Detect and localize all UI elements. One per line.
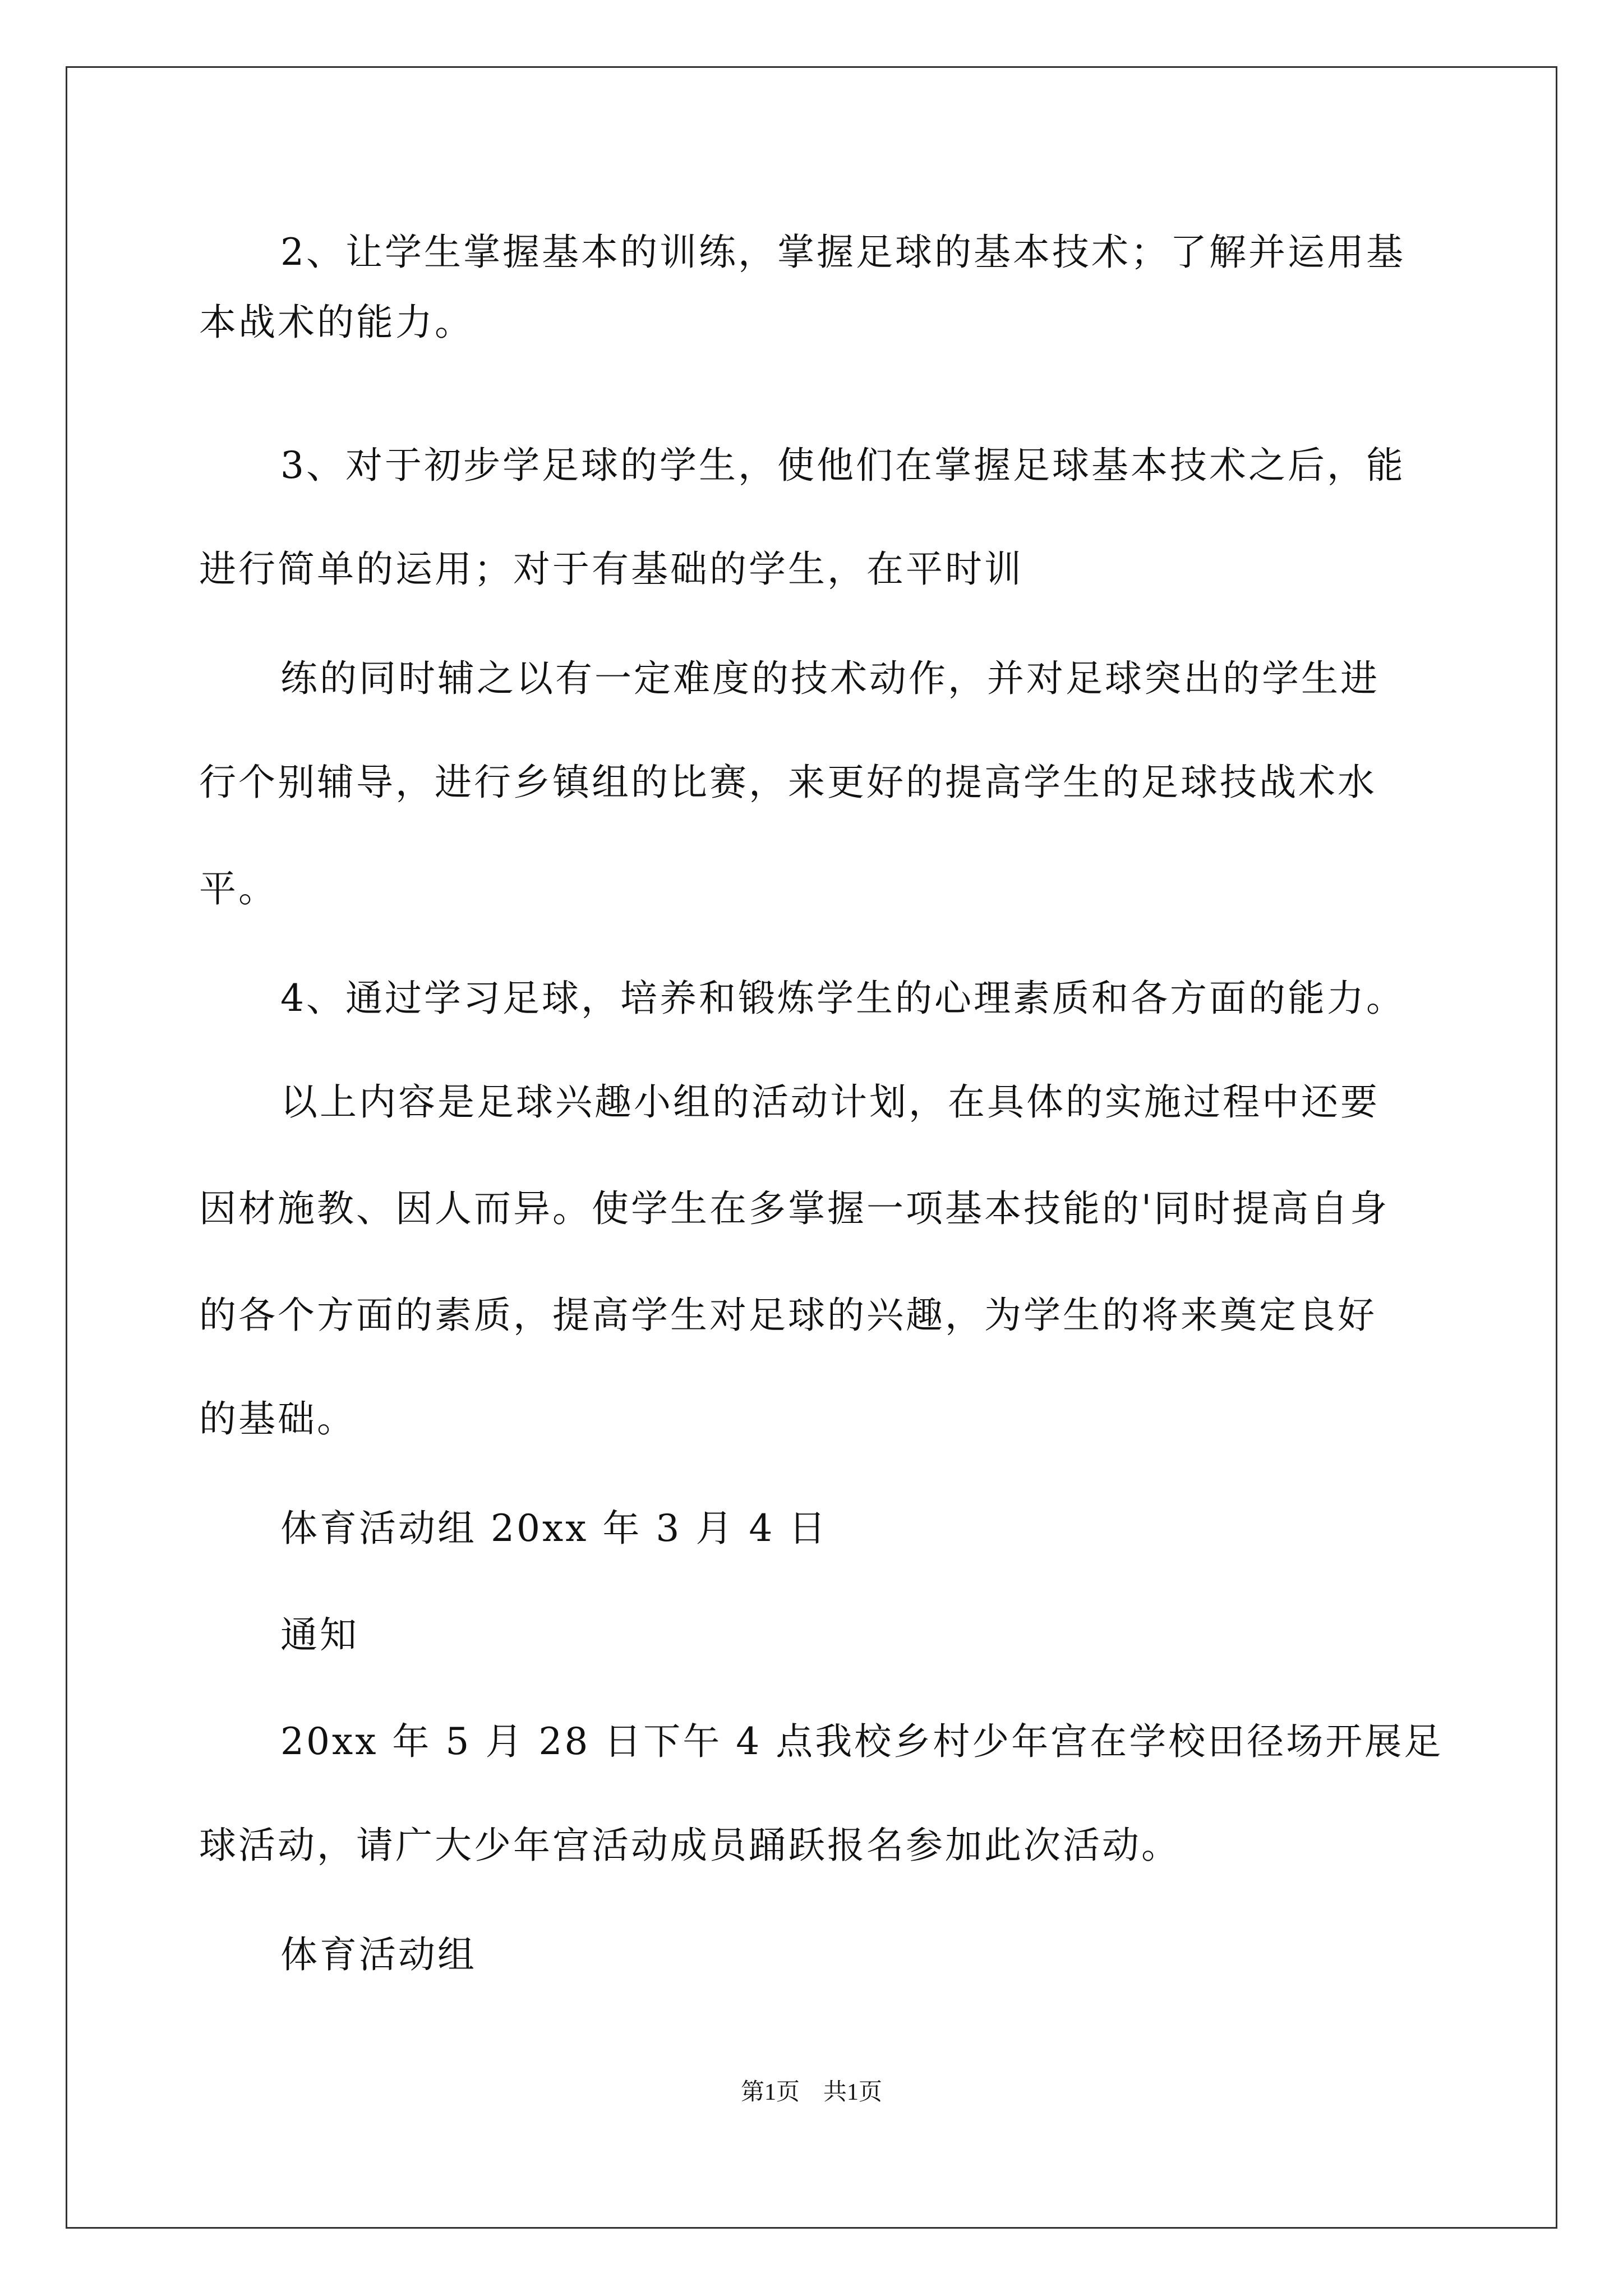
paragraph-line: 因材施教、因人而异。使学生在多掌握一项基本技能的'同时提高自身 xyxy=(199,1187,1390,1230)
paragraph-line: 20xx 年 5 月 28 日下午 4 点我校乡村少年宫在学校田径场开展足 xyxy=(280,1720,1444,1763)
paragraph-line: 行个别辅导，进行乡镇组的比赛，来更好的提高学生的足球技战术水 xyxy=(199,761,1377,804)
paragraph-line: 3、对于初步学足球的学生，使他们在掌握足球基本技术之后，能 xyxy=(280,444,1405,487)
paragraph-line: 以上内容是足球兴趣小组的活动计划，在具体的实施过程中还要 xyxy=(280,1080,1380,1124)
paragraph-line: 的基础。 xyxy=(199,1397,356,1441)
page-number-footer: 第1页 共1页 xyxy=(740,2079,882,2105)
paragraph-line: 2、让学生掌握基本的训练，掌握足球的基本技术；了解并运用基 xyxy=(280,231,1405,274)
paragraph-line: 的各个方面的素质，提高学生对足球的兴趣，为学生的将来奠定良好 xyxy=(199,1294,1377,1337)
paragraph-line: 球活动，请广大少年宫活动成员踊跃报名参加此次活动。 xyxy=(199,1824,1181,1867)
signature-date-line: 体育活动组 20xx 年 3 月 4 日 xyxy=(280,1507,828,1550)
paragraph-line: 本战术的能力。 xyxy=(199,301,474,344)
paragraph-line: 练的同时辅之以有一定难度的技术动作，并对足球突出的学生进 xyxy=(280,657,1380,700)
paragraph-line: 4、通过学习足球，培养和锻炼学生的心理素质和各方面的能力。 xyxy=(280,977,1405,1020)
paragraph-line: 平。 xyxy=(199,867,278,910)
paragraph-line: 进行简单的运用；对于有基础的学生，在平时训 xyxy=(199,547,1023,591)
signature-line: 体育活动组 xyxy=(280,1933,477,1976)
page-border xyxy=(66,66,1557,2229)
notice-heading: 通知 xyxy=(280,1613,359,1657)
